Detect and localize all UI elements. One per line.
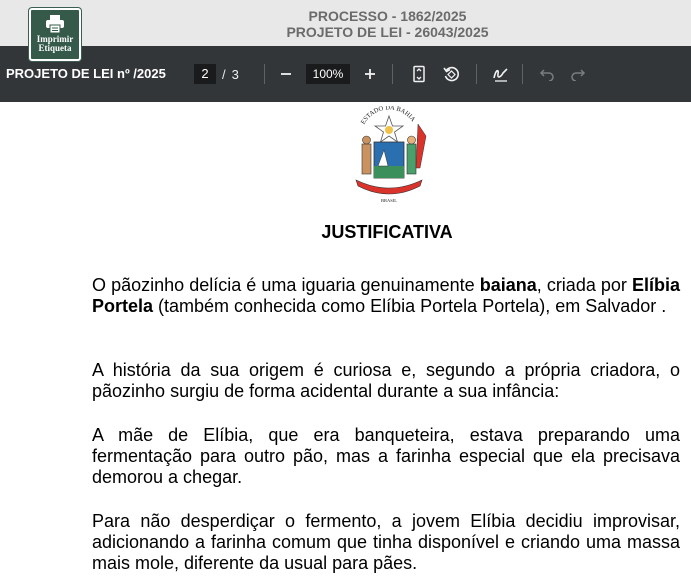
emblem-top-text: ESTADO DA BAHIA: [359, 106, 417, 126]
fit-to-page-icon: [411, 65, 427, 83]
fit-page-button[interactable]: [408, 63, 430, 85]
bahia-coat-of-arms-icon: [348, 106, 430, 204]
page-selector: [194, 64, 239, 84]
zoom-level-input[interactable]: 100%: [306, 64, 350, 84]
current-page-input[interactable]: 2: [194, 64, 216, 84]
print-label-button[interactable]: [29, 8, 81, 61]
rotate-button[interactable]: [440, 63, 462, 85]
toolbar-divider: [476, 64, 477, 84]
document-page: [0, 102, 691, 577]
total-pages: 3: [231, 66, 239, 82]
document-title: PROJETO DE LEI nº /2025: [6, 66, 166, 81]
justification-heading: JUSTIFICATIVA: [321, 222, 453, 242]
paragraph-1-bold-baiana: baiana: [479, 275, 537, 295]
header-titles: [230, 8, 545, 40]
top-header: [0, 0, 691, 46]
paragraph-1-text: (também conhecida como Elíbia Portela Portela), em Salvador .: [153, 296, 667, 316]
rotate-icon: [442, 65, 460, 83]
undo-icon: [539, 67, 555, 81]
zoom-in-button[interactable]: [359, 63, 381, 85]
paragraph-1-bold-name: Elíbia Portela: [92, 275, 681, 316]
printer-icon: [44, 14, 66, 34]
print-label-text: Imprimir Etiqueta: [36, 34, 74, 53]
paragraph-1-text: , criada por: [536, 275, 632, 295]
paragraph-1: [92, 275, 680, 317]
plus-icon: [363, 67, 377, 81]
paragraph-4: Para não desperdiçar o fermento, a jovem Elíbia decidiu improvisar, adicionando a farinha comum que tinha disponível e criando uma massa mais mole, diferente da usual para pães.: [92, 511, 680, 573]
pdf-toolbar: [0, 46, 691, 102]
paragraph-2: A história da sua origem é curiosa e, segundo a própria criadora, o pãozinho surgiu de forma acidental durante a sua infância:: [92, 360, 680, 401]
annotate-button[interactable]: [490, 63, 512, 85]
process-number: PROCESSO - 1862/2025: [308, 8, 467, 24]
zoom-out-button[interactable]: [275, 63, 297, 85]
draw-signature-icon: [492, 65, 510, 83]
emblem-bottom-text: BRASIL: [380, 198, 398, 203]
redo-button[interactable]: [567, 63, 589, 85]
bill-number: PROJETO DE LEI - 26043/2025: [286, 24, 489, 40]
toolbar-divider: [392, 64, 393, 84]
undo-button[interactable]: [536, 63, 558, 85]
redo-icon: [570, 67, 586, 81]
toolbar-divider: [264, 64, 265, 84]
toolbar-divider: [522, 64, 523, 84]
minus-icon: [279, 67, 293, 81]
paragraph-1-text: O pãozinho delícia é uma iguaria genuinamente: [92, 275, 480, 295]
paragraph-3: A mãe de Elíbia, que era banqueteira, estava preparando uma fermentação para outro pão, mas a farinha especial que ela precisava demorou a chegar.: [92, 425, 680, 487]
page-separator: /: [222, 66, 226, 82]
